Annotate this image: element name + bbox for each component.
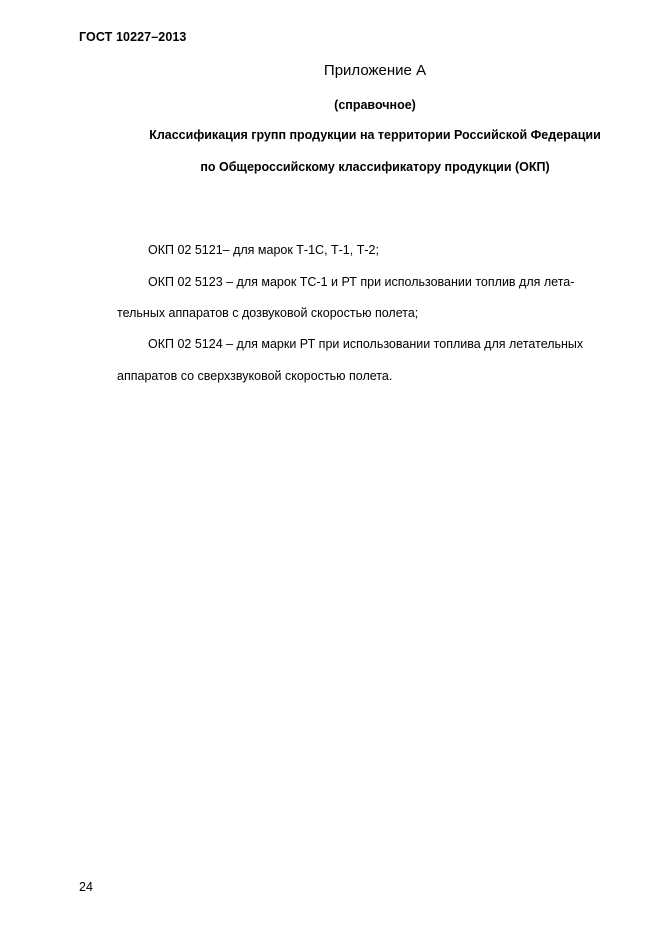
standard-designation: ГОСТ 10227–2013 xyxy=(79,30,187,44)
body-line-okp-025124-cont: аппаратов со сверхзвуковой скоростью полета. xyxy=(117,369,393,383)
body-line-okp-025123: ОКП 02 5123 – для марок ТС-1 и РТ при использовании топлив для лета- xyxy=(148,275,575,289)
body-line-okp-025124: ОКП 02 5124 – для марки РТ при использовании топлива для летательных xyxy=(148,337,584,351)
body-line-okp-025123-cont: тельных аппаратов с дозвуковой скоростью полета; xyxy=(117,306,419,320)
appendix-kind: (справочное) xyxy=(334,98,416,112)
body-line-okp-025121: ОКП 02 5121– для марок Т-1С, Т-1, Т-2; xyxy=(148,243,379,257)
appendix-caption-line-2: по Общероссийскому классификатору продукции (ОКП) xyxy=(200,160,550,174)
appendix-title: Приложение А xyxy=(323,62,427,79)
appendix-caption-line-1: Классификация групп продукции на территории Российской Федерации xyxy=(149,128,601,142)
page-number: 24 xyxy=(79,880,93,894)
